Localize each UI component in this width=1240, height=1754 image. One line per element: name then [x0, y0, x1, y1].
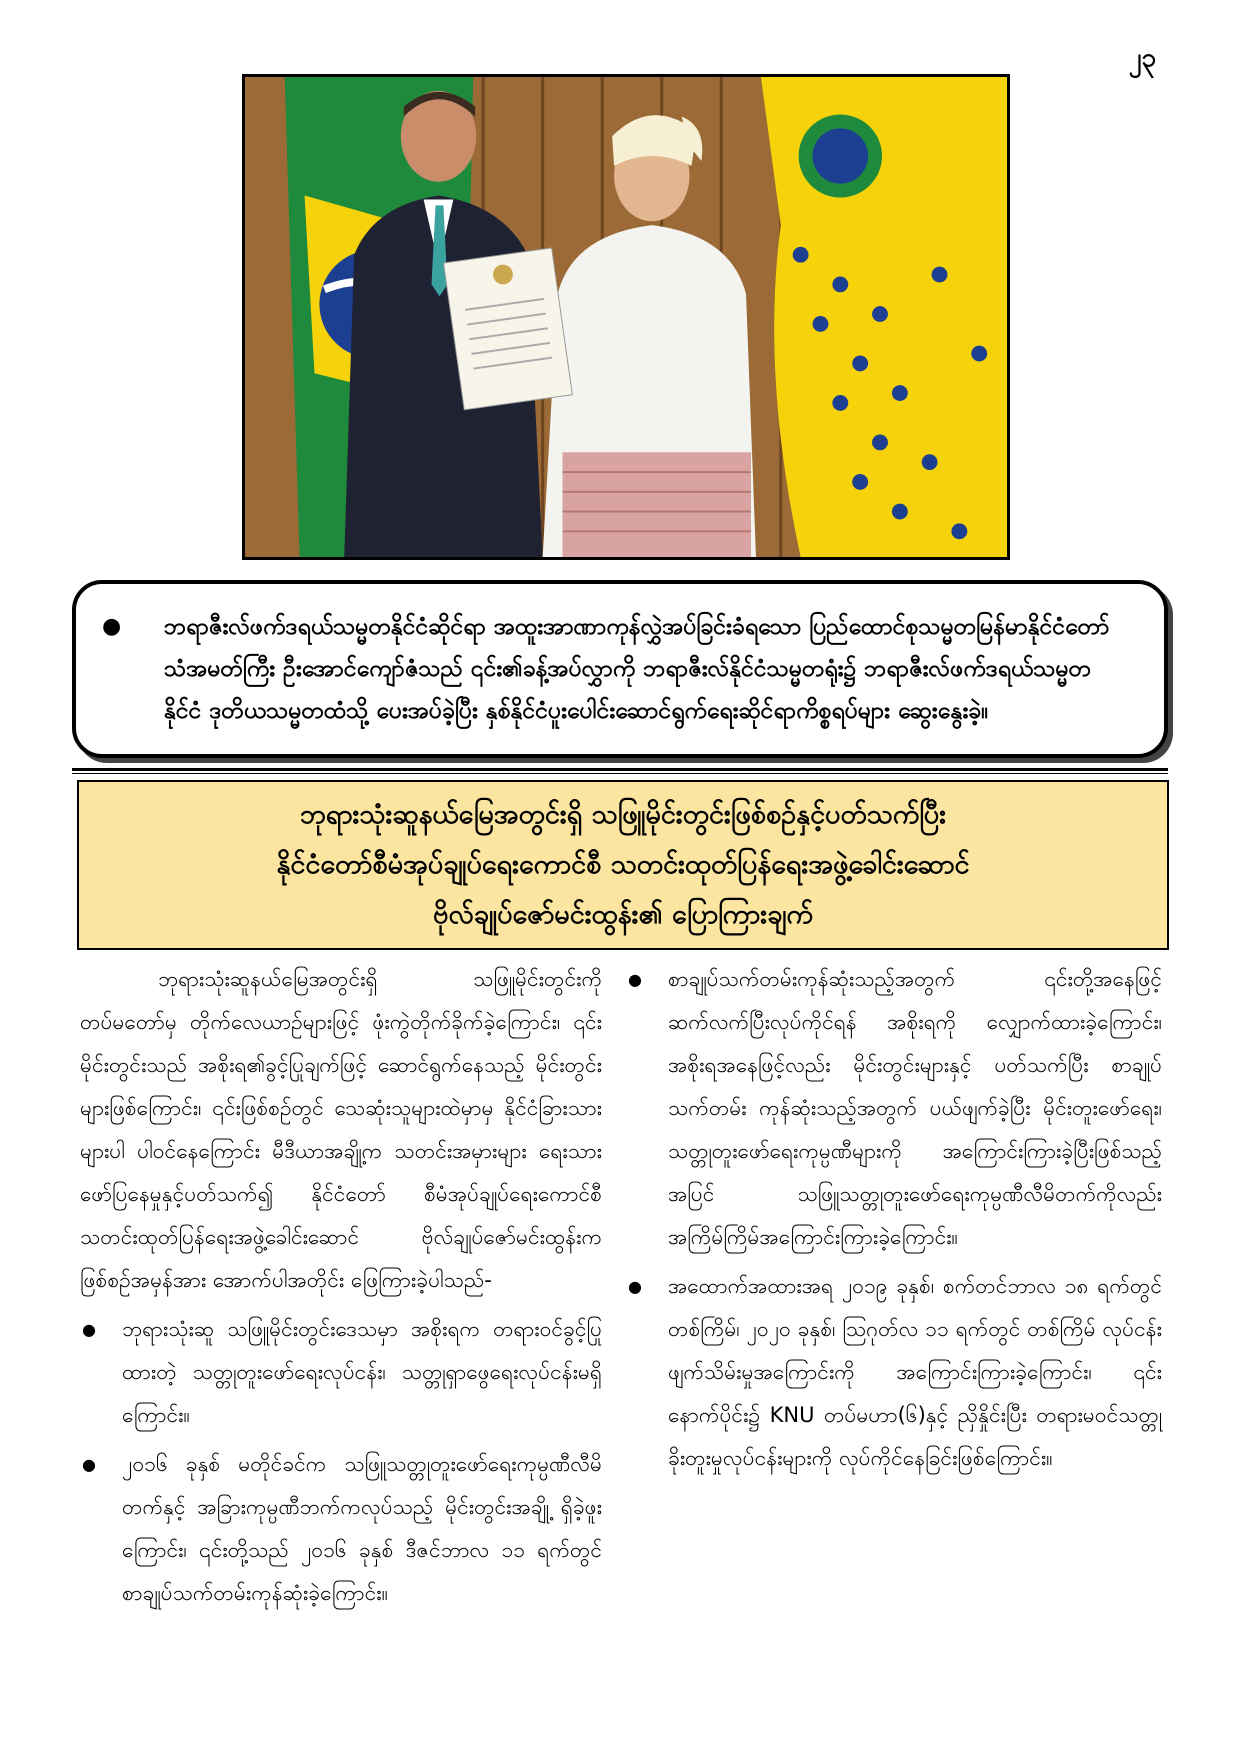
- page-number: ၂၃: [1128, 43, 1156, 73]
- article-headline: [77, 780, 1169, 950]
- photo-credentials-presentation: [242, 74, 1010, 560]
- headline-line-1: ဘုရားသုံးဆူနယ်မြေအတွင်းရှိ သဖြူမိုင်းတွင်းဖြစ်စဉ်နှင့်ပတ်သက်ပြီး: [299, 799, 947, 830]
- photo-caption: ဘရာဇီးလ်ဖက်ဒရယ်သမ္မတနိုင်ငံဆိုင်ရာ အထူးအာဏာကုန်လွှဲအပ်ခြင်းခံရသော ပြည်ထောင်စုသမ္မတမြန်မာနိုင်ငံတော် သံအမတ်ကြီး ဦးအောင်ကျော်ဇံသည် ၎င်း၏ခန့်အပ်လွှာကို ဘရာဇီးလ်နိုင်ငံသမ္မတရုံး၌ ဘရာဇီးလ်ဖက်ဒရယ်သမ္မတ နိုင်ငံ ဒုတိယသမ္မတထံသို့ ပေးအပ်ခဲ့ပြီး နှစ်နိုင်ငံပူးပေါင်းဆောင်ရွက်ရေးဆိုင်ရာကိစ္စရပ်များ ဆွေးနွေးခဲ့။: [164, 614, 1110, 724]
- divider-rule: [72, 768, 1168, 771]
- bullet-paragraph: ● ဘုရားသုံးဆူ သဖြူမိုင်းတွင်းဒေသမှာ အစိုးရက တရားဝင်ခွင့်ပြုထားတဲ့ သတ္တုတူးဖော်ရေးလုပ်ငန်း၊ သတ္တုရှာဖွေရေးလုပ်ငန်းမရှိကြောင်း။: [80, 1308, 602, 1437]
- article-left-column: [80, 958, 602, 1615]
- divider-rule-thin: [72, 773, 1168, 774]
- article-right-column: [626, 958, 1162, 1480]
- headline-line-3: ဗိုလ်ချုပ်ဇော်မင်းထွန်း၏ ပြောကြားချက်: [433, 899, 813, 930]
- bullet-paragraph: ● ၂၀၁၆ ခုနှစ် မတိုင်ခင်က သဖြူသတ္တုတူးဖော်ရေးကုမ္ပဏီလီမိတက်နှင့် အခြားကုမ္ပဏီဘက်ကလုပ်သည့် မိုင်းတွင်းအချို့ ရှိခဲ့ဖူးကြောင်း၊ ၎င်းတို့သည် ၂၀၁၆ ခုနှစ် ဒီဇင်ဘာလ ၁၁ ရက်တွင် စာချုပ်သက်တမ်းကုန်ဆုံးခဲ့ကြောင်း။: [80, 1443, 602, 1615]
- photo-caption-box: [72, 580, 1168, 758]
- headline-line-2: နိုင်ငံတော်စီမံအုပ်ချုပ်ရေးကောင်စီ သတင်းထုတ်ပြန်ရေးအဖွဲ့ခေါင်းဆောင်: [276, 849, 970, 880]
- article-intro-paragraph: ဘုရားသုံးဆူနယ်မြေအတွင်းရှိ သဖြူမိုင်းတွင်းကို တပ်မတော်မှ တိုက်လေယာဉ်များဖြင့် ဖုံးကွဲတိုက်ခိုက်ခဲ့ကြောင်း၊ ၎င်းမိုင်းတွင်းသည် အစိုးရ၏ခွင့်ပြုချက်ဖြင့် ဆောင်ရွက်နေသည့် မိုင်းတွင်းများဖြစ်ကြောင်း၊ ၎င်းဖြစ်စဉ်တွင် သေဆုံးသူများထဲမှာမှ နိုင်ငံခြားသားများပါ ပါဝင်နေကြောင်း မီဒီယာအချို့က သတင်းအမှားများ ရေးသားဖော်ပြနေမှုနှင့်ပတ်သက်၍ နိုင်ငံတော် စီမံအုပ်ချုပ်ရေးကောင်စီ သတင်းထုတ်ပြန်ရေးအဖွဲ့ခေါင်းဆောင် ဗိုလ်ချုပ်ဇော်မင်းထွန်းက ဖြစ်စဉ်အမှန်အား အောက်ပါအတိုင်း ဖြေကြားခဲ့ပါသည်-: [80, 967, 602, 1292]
- bullet-paragraph: ● အထောက်အထားအရ ၂၀၁၉ ခုနှစ်၊ စက်တင်ဘာလ ၁၈ ရက်တွင် တစ်ကြိမ်၊ ၂၀၂၀ ခုနှစ်၊ ဩဂုတ်လ ၁၁ ရက်တွင် တစ်ကြိမ် လုပ်ငန်းဖျက်သိမ်းမှုအကြောင်းကို အကြောင်းကြားခဲ့ကြောင်း၊ ၎င်းနောက်ပိုင်း၌ KNU တပ်မဟာ(၆)နှင့် ညှိနှိုင်းပြီး တရားမဝင်သတ္တုခိုးတူးမှုလုပ်ငန်းများကို လုပ်ကိုင်နေခြင်းဖြစ်ကြောင်း။: [626, 1265, 1162, 1480]
- bullet-paragraph: ● စာချုပ်သက်တမ်းကုန်ဆုံးသည့်အတွက် ၎င်းတို့အနေဖြင့် ဆက်လက်ပြီးလုပ်ကိုင်ရန် အစိုးရကို လျှောက်ထားခဲ့ကြောင်း၊ အစိုးရအနေဖြင့်လည်း မိုင်းတွင်းများနှင့် ပတ်သက်ပြီး စာချုပ်သက်တမ်း ကုန်ဆုံးသည့်အတွက် ပယ်ဖျက်ခဲ့ပြီး မိုင်းတူးဖော်ရေး၊ သတ္တုတူးဖော်ရေးကုမ္ပဏီများကို အကြောင်းကြားခဲ့ပြီးဖြစ်သည့်အပြင် သဖြူသတ္တုတူးဖော်ရေးကုမ္ပဏီလီမိတက်ကိုလည်း အကြိမ်ကြိမ်အကြောင်းကြားခဲ့ကြောင်း။: [626, 958, 1162, 1259]
- bullet-icon: ●: [102, 614, 122, 639]
